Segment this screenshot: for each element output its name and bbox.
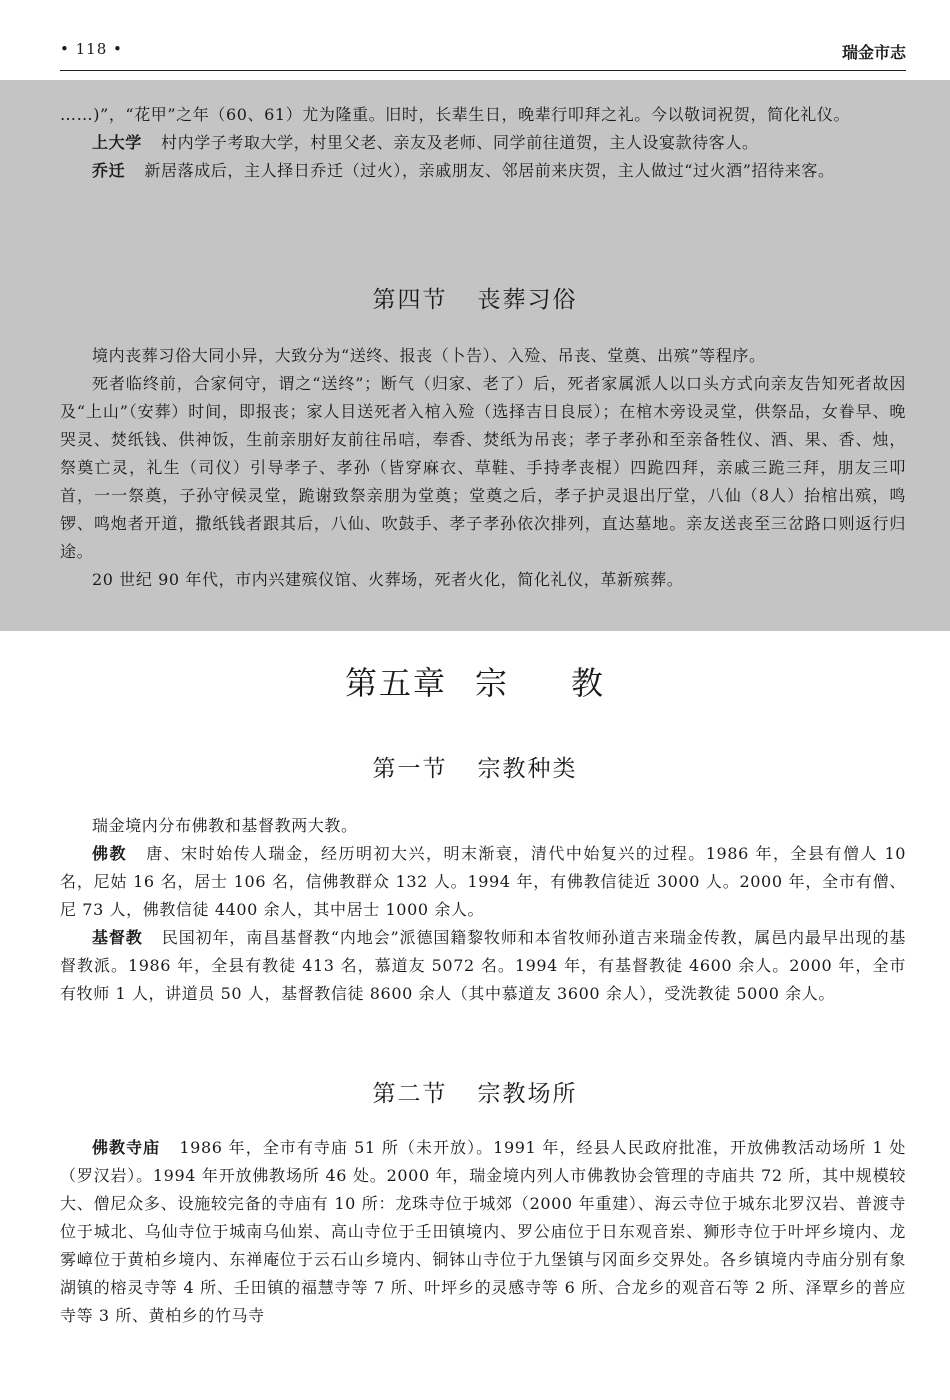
section2-title: 宗教场所 [477, 1081, 578, 1107]
page-number: • 118 • [60, 40, 123, 58]
header-rule [60, 70, 906, 71]
funeral-modern: 20 世纪 90 年代，市内兴建殡仪馆、火葬场，死者火化，简化礼仪，革新殡葬。 [92, 570, 684, 589]
temples-text: 1986 年，全市有寺庙 51 所（未开放）。1991 年，经县人民政府批准，开放佛教活动场所 1 处（罗汉岩）。1994 年开放佛教场所 46 处。2000 年，瑞金境内列人市佛教协会管理的寺庙共 72 所，其中规模较大、僧尼众多、设施较完备的寺庙有 10 所：龙珠寺位于城郊（2000 年重建）、海云寺位于城东北罗汉岩、普渡寺位于城北、乌仙寺位于城南乌仙岽、高山寺位于壬田镇境内、罗公庙位于日东观音岽、狮形寺位于叶坪乡境内、龙雾嶂位于黄柏乡境内、东禅庵位于云石山乡境内、铜钵山寺位于九堡镇与冈面乡交界处。各乡镇境内寺庙分别有象湖镇的榕灵寺等 4 所、壬田镇的福慧寺等 7 所、叶坪乡的灵感寺等 6 所、合龙乡的观音石等 2 所、泽覃乡的普应寺等 3 所、黄柏乡的竹马寺 [60, 1138, 906, 1325]
section2-number: 第二节 [372, 1081, 448, 1107]
college-entry [60, 129, 906, 157]
buddhism-entry [60, 840, 906, 924]
college-term: 上大学 [92, 133, 142, 152]
college-text: 村内学子考取大学，村里父老、亲友及老师、同学前往道贺，主人设宴款待客人。 [161, 133, 759, 152]
religion-intro: 瑞金境内分布佛教和基督教两大教。 [92, 816, 358, 835]
chapter-title-a: 宗 [474, 664, 509, 702]
section4-number: 第四节 [372, 287, 448, 313]
chapter-heading [0, 658, 950, 704]
section4-title: 丧葬习俗 [477, 287, 578, 313]
chapter-title-b: 教 [571, 664, 606, 702]
christianity-entry [60, 924, 906, 1008]
section2-heading [0, 1075, 950, 1108]
christianity-term: 基督教 [92, 928, 143, 947]
chapter-number: 第五章 [344, 664, 447, 702]
funeral-intro: 境内丧葬习俗大同小异，大致分为“送终、报丧（卜告）、入殓、吊丧、堂奠、出殡”等程序。 [92, 346, 766, 365]
religious-sites-block [60, 1134, 906, 1330]
birthday-paragraph: ……)”，“花甲”之年（60、61）尤为隆重。旧时，长辈生日，晚辈行叩拜之礼。今以敬词祝贺，简化礼仪。 [60, 105, 851, 124]
housewarming-entry [60, 157, 906, 185]
funeral-procedure: 死者临终前，合家伺守，谓之“送终”；断气（归家、老了）后，死者家属派人以口头方式向亲友告知死者故因及“上山”（安葬）时间，即报丧；家人目送死者入棺入殓（选择吉日良辰）；在棺木旁设灵堂，供祭品，女眷早、晚哭灵、焚纸钱、供神饭，生前亲朋好友前往吊唁，奉香、焚纸为吊丧；孝子孝孙和至亲备牲仪、酒、果、香、烛，祭奠亡灵，礼生（司仪）引导孝子、孝孙（皆穿麻衣、草鞋、手持孝丧棍）四跪四拜，亲戚三跪三拜，朋友三叩首，一一祭奠，子孙守候灵堂，跪谢致祭亲朋为堂奠；堂奠之后，孝子护灵退出厅堂，八仙（8人）抬棺出殡，鸣锣、鸣炮者开道，撒纸钱者跟其后，八仙、吹鼓手、孝子孝孙依次排列，直达墓地。亲友送丧至三岔路口则返行归途。 [60, 374, 906, 561]
housewarming-term: 乔迁 [92, 161, 126, 180]
christianity-text: 民国初年，南昌基督教“内地会”派德国籍黎牧师和本省牧师孙道吉来瑞金传教，属邑内最早出现的基督教派。1986 年，全县有教徒 413 名，慕道友 5072 名。1994 年，有基督教徒 4600 余人。2000 年，全市有牧师 1 人，讲道员 50 人，基督教信徒 8600 余人（其中慕道友 3600 余人），受洗教徒 5000 余人。 [60, 928, 906, 1003]
religion-types-block [60, 812, 906, 1008]
book-title: 瑞金市志 [841, 43, 906, 62]
section1-heading [0, 750, 950, 783]
birthday-paragraph-block [60, 101, 906, 185]
section1-title: 宗教种类 [477, 756, 578, 782]
funeral-text-block [60, 342, 906, 594]
buddhism-term: 佛教 [92, 844, 127, 863]
section1-number: 第一节 [372, 756, 448, 782]
temples-term: 佛教寺庙 [92, 1138, 161, 1157]
section4-heading [0, 281, 950, 314]
temples-entry [60, 1134, 906, 1330]
housewarming-text: 新居落成后，主人择日乔迁（过火），亲戚朋友、邻居前来庆贺，主人做过“过火酒”招待来客。 [144, 161, 835, 180]
buddhism-text: 唐、宋时始传人瑞金，经历明初大兴，明末渐衰，清代中始复兴的过程。1986 年，全县有僧人 10 名，尼姑 16 名，居士 106 名，信佛教群众 132 人。1994 年，有佛教信徒近 3000 人。2000 年，全市有僧、尼 73 人，佛教信徒 4400 余人，其中居士 1000 余人。 [60, 844, 907, 919]
page-header [60, 36, 906, 68]
